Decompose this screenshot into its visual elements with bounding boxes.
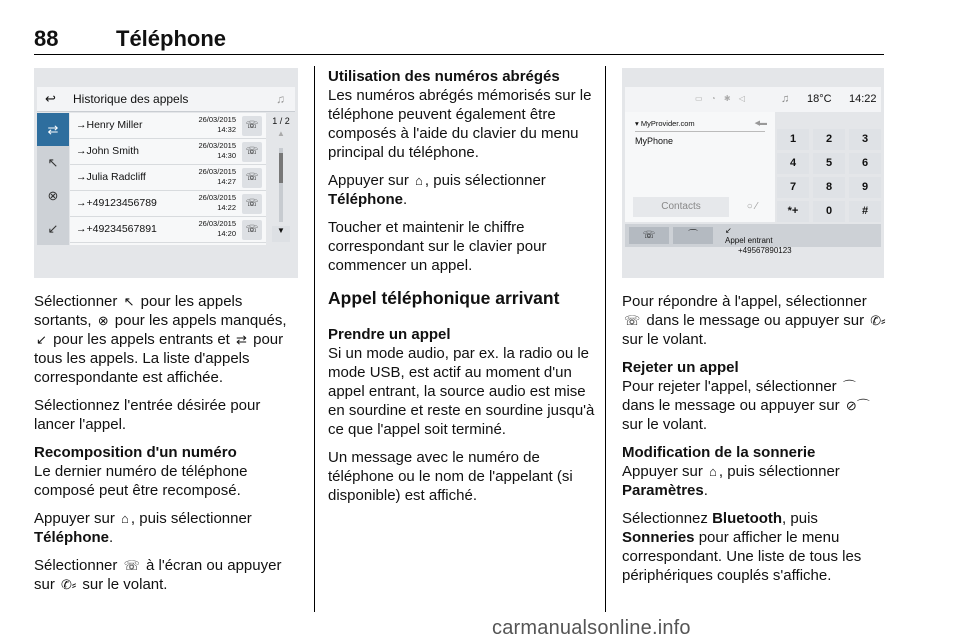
keypad-key[interactable]: 7 — [777, 177, 809, 198]
keypad-key[interactable]: 5 — [813, 153, 845, 174]
scroll-down-icon[interactable]: ▼ — [272, 226, 290, 242]
incoming-call-bar — [625, 224, 881, 255]
subheading: Prendre un appel — [328, 326, 451, 343]
call-name: →+49234567891 — [76, 223, 157, 235]
list-item[interactable] — [70, 139, 266, 165]
menu-term: Téléphone — [34, 529, 110, 546]
call-name: →Henry Miller — [76, 119, 143, 131]
hang-up-icon: ⌒ — [842, 379, 856, 394]
paragraph — [34, 556, 302, 594]
music-icon[interactable]: ♫ — [276, 92, 285, 106]
keypad-key[interactable]: 0 — [813, 201, 845, 222]
steering-wheel-phone-icon: ✆⸗ — [61, 577, 77, 592]
text-run: pour afficher le menu correspondant. Une liste de tous les périphériques couplés s'affiche. — [622, 529, 862, 584]
call-datetime: 26/03/2015 14:32 — [198, 115, 236, 134]
call-icon: ☏ — [123, 558, 140, 573]
paragraph: Si un mode audio, par ex. la radio ou le mode USB, est actif au moment d'un appel entrant, la source audio est mise en sourdine et reste en sourdine jusqu'à ce que l'appel soit terminé. — [328, 345, 595, 438]
paragraph: Le dernier numéro de téléphone composé peut être recomposé. — [34, 463, 248, 499]
paragraph — [328, 171, 596, 209]
text-run: . — [109, 529, 114, 546]
backspace-icon[interactable]: ◀▬ — [754, 120, 767, 127]
text-run: , puis sélectionner — [424, 172, 546, 189]
text-run: pour les appels manqués, — [110, 312, 287, 329]
home-icon: ⌂ — [415, 173, 423, 188]
status-bar — [625, 87, 881, 112]
home-icon: ⌂ — [709, 464, 717, 479]
keypad-key[interactable]: 4 — [777, 153, 809, 174]
page-title: Téléphone — [116, 26, 227, 51]
call-icon[interactable]: ☏ — [242, 220, 262, 240]
subheading: Recomposition d'un numéro — [34, 444, 237, 461]
text-run: pour tous les appels. La liste d'appels correspondante est affichée. — [34, 331, 284, 386]
paragraph: Toucher et maintenir le chiffre correspondant sur le clavier pour commencer un appel. — [328, 219, 547, 274]
paragraph — [622, 509, 890, 585]
screen-header — [37, 87, 295, 112]
text-run: Sélectionnez — [622, 510, 713, 527]
keypad — [777, 129, 881, 225]
dial-panel — [625, 112, 775, 222]
list-item[interactable] — [70, 165, 266, 191]
list-item[interactable] — [70, 113, 266, 139]
list-item[interactable] — [70, 191, 266, 217]
text-run: sur le volant. — [622, 416, 708, 433]
text-run: , puis sélectionner — [130, 510, 252, 527]
text-run: dans le message ou appuyer sur — [622, 397, 844, 414]
paragraph: Les numéros abrégés mémorisés sur le téléphone peuvent également être composés à l'aide du clavier du menu principal du téléphone. — [328, 87, 592, 161]
incoming-call-info: ↙ Appel entrant +49567890123 — [725, 226, 792, 255]
call-icon[interactable]: ☏ — [242, 168, 262, 188]
call-history-screenshot — [34, 68, 298, 278]
call-filter-tabs — [37, 113, 69, 245]
keypad-key[interactable]: 8 — [813, 177, 845, 198]
search-icon[interactable]: ○ ⁄ — [746, 201, 758, 212]
text-run: Appuyer sur — [622, 463, 708, 480]
outgoing-call-icon: ↖ — [123, 294, 135, 309]
page-number: 88 — [34, 26, 59, 51]
contacts-button[interactable]: Contacts — [633, 197, 729, 217]
call-datetime: 26/03/2015 14:30 — [198, 141, 236, 160]
text-run: . — [703, 482, 708, 499]
call-icon[interactable]: ☏ — [242, 142, 262, 162]
text-run: Sélectionner — [34, 557, 122, 574]
divider — [635, 131, 765, 132]
menu-term: Bluetooth — [712, 510, 783, 527]
call-datetime: 26/03/2015 14:22 — [198, 193, 236, 212]
keypad-key[interactable]: 6 — [849, 153, 881, 174]
text-run: pour les appels sortants, — [34, 293, 243, 329]
column-2 — [328, 67, 596, 514]
steering-wheel-phone-icon: ✆⸗ — [870, 313, 886, 328]
keypad-key[interactable]: 2 — [813, 129, 845, 150]
paragraph — [622, 462, 890, 500]
text-run: , puis sélectionner — [718, 463, 840, 480]
steering-wheel-end-call-icon: ⊘⌒ — [845, 398, 870, 413]
menu-term: Sonneries — [622, 529, 695, 546]
status-icons: ▭ ◔ ✱ ◁ — [695, 94, 748, 103]
keypad-key[interactable]: 9 — [849, 177, 881, 198]
section-heading: Appel téléphonique arrivant — [328, 288, 560, 308]
header-rule — [34, 54, 884, 55]
column-1 — [34, 292, 302, 603]
temperature: 18°C — [807, 93, 832, 105]
scroll-up-icon[interactable]: ▲ — [277, 129, 285, 138]
scroll-thumb[interactable] — [279, 153, 283, 183]
paragraph — [622, 377, 890, 434]
subheading: Modification de la sonnerie — [622, 444, 816, 461]
call-name: →John Smith — [76, 145, 140, 157]
text-run: Pour rejeter l'appel, sélectionner — [622, 378, 841, 395]
all-calls-icon[interactable]: ⇄ — [37, 113, 69, 146]
paragraph — [622, 292, 890, 349]
keypad-key[interactable]: 3 — [849, 129, 881, 150]
subheading: Utilisation des numéros abrégés — [328, 68, 560, 85]
incoming-call-screenshot — [622, 68, 884, 278]
incoming-call-icon[interactable]: ↙ — [47, 221, 59, 236]
text-run: dans le message ou appuyer sur — [642, 312, 869, 329]
provider-name: ▾ MyProvider.com — [635, 119, 695, 128]
subheading: Rejeter un appel — [622, 359, 739, 376]
menu-term: Téléphone — [328, 191, 404, 208]
text-run: sur le volant. — [622, 331, 708, 348]
text-run: Pour répondre à l'appel, sélectionner — [622, 293, 867, 310]
call-icon[interactable]: ☏ — [242, 116, 262, 136]
back-icon[interactable]: ↩ — [45, 91, 56, 106]
text-run: à l'écran ou appuyer sur — [34, 557, 282, 593]
keypad-key[interactable]: *+ — [777, 201, 809, 222]
menu-term: Paramètres — [622, 482, 704, 499]
clock: 14:22 — [849, 93, 877, 105]
page-indicator: 1 / 2 — [272, 116, 290, 126]
text-run: . — [403, 191, 408, 208]
call-datetime: 26/03/2015 14:20 — [198, 219, 236, 238]
outgoing-call-icon[interactable]: ↖ — [47, 155, 59, 170]
missed-call-icon[interactable]: ⊗ — [47, 188, 59, 203]
text-run: Appuyer sur — [34, 510, 120, 527]
text-run: Appuyer sur — [328, 172, 414, 189]
screen-title: Historique des appels — [73, 92, 189, 106]
all-calls-icon: ⇄ — [236, 332, 247, 347]
hang-up-icon[interactable]: ⌒ — [673, 227, 713, 244]
text-run: Sélectionner — [34, 293, 122, 310]
call-name: →+49123456789 — [76, 197, 157, 209]
paragraph: Un message avec le numéro de téléphone ou le nom de l'appelant (si disponible) est affiché. — [328, 449, 573, 504]
call-list — [70, 113, 266, 245]
text-run: , puis — [782, 510, 818, 527]
music-icon[interactable]: ♫ — [781, 93, 790, 105]
column-3 — [622, 292, 890, 594]
call-name: →Julia Radcliff — [76, 171, 146, 183]
device-name: MyPhone — [635, 136, 674, 146]
list-item[interactable] — [70, 217, 266, 243]
column-divider — [605, 66, 606, 612]
paragraph: Sélectionnez l'entrée désirée pour lancer l'appel. — [34, 397, 261, 433]
column-divider — [314, 66, 315, 612]
text-run: pour les appels entrants et — [48, 331, 235, 348]
call-datetime: 26/03/2015 14:27 — [198, 167, 236, 186]
paragraph — [34, 509, 302, 547]
missed-call-icon: ⊗ — [97, 313, 109, 328]
home-icon: ⌂ — [121, 511, 129, 526]
scrollbar[interactable] — [268, 113, 294, 245]
watermark: carmanualsonline.info — [492, 617, 691, 639]
text-run: sur le volant. — [78, 576, 168, 593]
accept-call-icon[interactable]: ☏ — [629, 227, 669, 244]
call-icon: ☏ — [624, 313, 641, 328]
call-icon[interactable]: ☏ — [242, 194, 262, 214]
incoming-call-icon: ↙ — [36, 332, 47, 347]
keypad-key[interactable]: # — [849, 201, 881, 222]
paragraph — [34, 292, 302, 387]
keypad-key[interactable]: 1 — [777, 129, 809, 150]
